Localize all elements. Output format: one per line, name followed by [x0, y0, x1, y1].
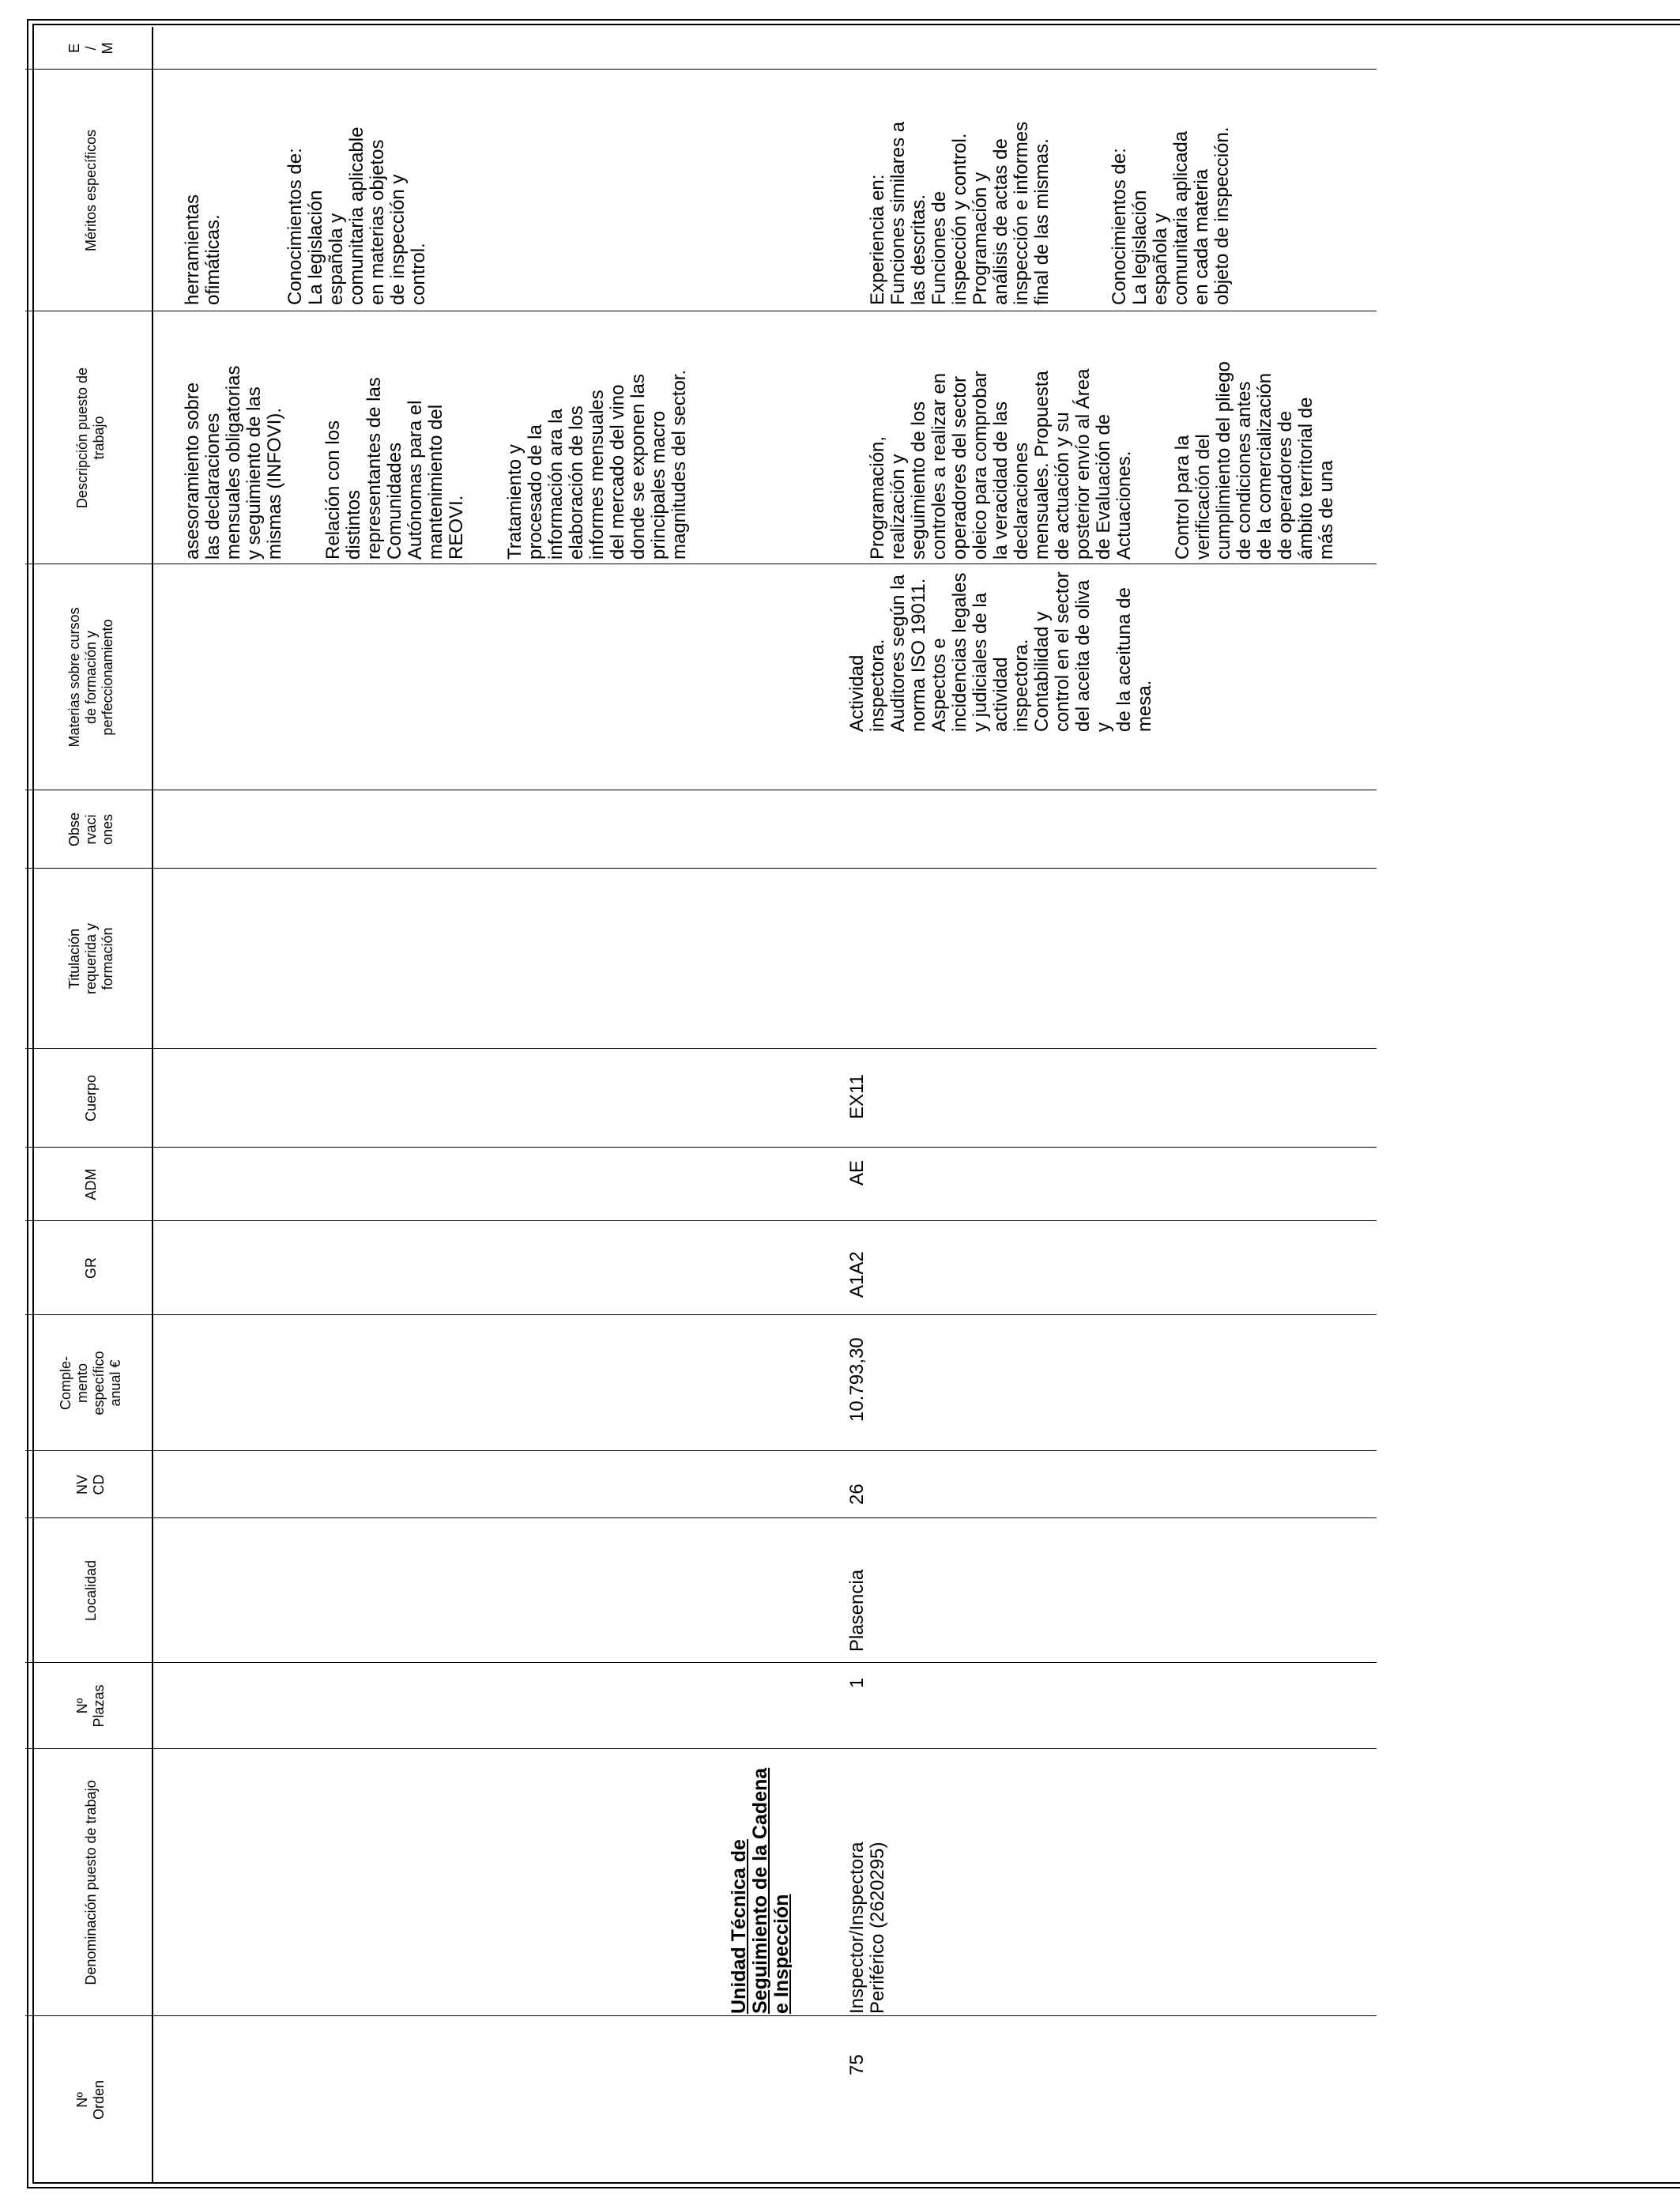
row-meritos-para: Conocimientos de: La legislación española y comunitaria aplicada en cada materia objeto de inspección. [1109, 126, 1233, 305]
col-divider [25, 69, 1377, 70]
row-plazas: 1 [846, 1677, 868, 1688]
col-divider [25, 1220, 1377, 1221]
row-gr: A1A2 [846, 1251, 868, 1298]
row-meritos [847, 71, 1271, 305]
continued-meritos-para: Conocimientos de: La legislación española y comunitaria aplicable en materias objetos de inspección y control. [284, 126, 429, 305]
row-complemento: 10.793,30 [846, 1337, 868, 1422]
col-divider [25, 1662, 1377, 1663]
header-cuerpo: Cuerpo [82, 1074, 99, 1122]
header-descripcion: Descripción puesto de trabajo [74, 367, 107, 509]
row-cuerpo: EX11 [846, 1074, 868, 1119]
header-gr: GR [82, 1257, 99, 1279]
header-meritos: Méritos específicos [82, 129, 99, 252]
continued-meritos [162, 71, 467, 305]
continued-descripcion [162, 313, 728, 560]
header-plazas: Nº Plazas [74, 1684, 107, 1728]
col-divider [25, 1450, 1377, 1451]
row-orden: 75 [846, 2054, 868, 2075]
row-descripcion-para: Programación, realización y seguimiento de los controles a realizar en operadores del sector oleico para comprobar la veracidad de las declaraciones mensuales. Propuesta de actuación y su posterior envío al Área de Evaluación de Actuaciones. [867, 368, 1135, 560]
col-divider [25, 1314, 1377, 1315]
continued-descripcion-para: Relación con los distintos representantes de las Comunidades Autónomas para el mantenimiento del REOVI. [322, 377, 467, 560]
row-nv-cd: 26 [846, 1483, 868, 1505]
header-separator [152, 27, 153, 2184]
row-meritos-para: Experiencia en: Funciones similares a las descritas. Funciones de inspección y control. Programación y análisis de actas de inspección e informes final de las mismas. [867, 121, 1053, 305]
col-divider [25, 868, 1377, 869]
unit-title: Unidad Técnica de Seguimiento de la Cadena e Inspección [728, 1767, 793, 2014]
header-complemento: Comple- mento específico anual € [58, 1351, 123, 1416]
header-materias: Materias sobre cursos de formación y perfeccionamiento [66, 607, 115, 748]
header-orden: Nº Orden [74, 2079, 107, 2120]
row-denominacion: Inspector/Inspectora Periférico (2620295) [846, 1842, 888, 2014]
row-materias: Actividad inspectora. Auditores según la norma ISO 19011. Aspectos e incidencias legales y judiciales de la actividad inspectora. Contabilidad y control en el sector del aceita de oliva y de la aceituna de mesa. [846, 571, 1155, 732]
col-divider [25, 1517, 1377, 1518]
col-divider [25, 1748, 1377, 1749]
col-divider [25, 2015, 1377, 2016]
row-adm: AE [846, 1159, 868, 1186]
continued-descripcion-para: asesoramiento sobre las declaraciones mensuales obligatorias y seguimiento de las mismas (INFOVI). [182, 365, 285, 560]
col-divider [25, 1048, 1377, 1049]
row-descripcion [847, 313, 1375, 560]
col-divider [25, 1147, 1377, 1148]
header-observaciones: Obse rvaci ones [66, 812, 115, 847]
row-descripcion-para: Control para la verificación del cumplimiento del pliego de condiciones antes de la comercialización de operadores de ámbito territorial de más de una [1172, 361, 1337, 560]
header-localidad: Localidad [82, 1559, 99, 1622]
header-adm: ADM [82, 1168, 99, 1201]
row-localidad: Plasencia [846, 1569, 868, 1652]
header-denominacion: Denominación puesto de trabajo [82, 1780, 99, 1985]
header-em: E / M [66, 42, 115, 55]
header-nv-cd: NV CD [74, 1474, 107, 1495]
continued-descripcion-para: Tratamiento y procesado de la información ara la elaboración de los informes mensuales del mercado del vino donde se exponen las principales macro magnitudes del sector. [504, 369, 690, 560]
header-titulacion: Titulación requerida y formación [66, 922, 115, 995]
continued-meritos-para: herramientas ofimáticas. [182, 194, 224, 305]
